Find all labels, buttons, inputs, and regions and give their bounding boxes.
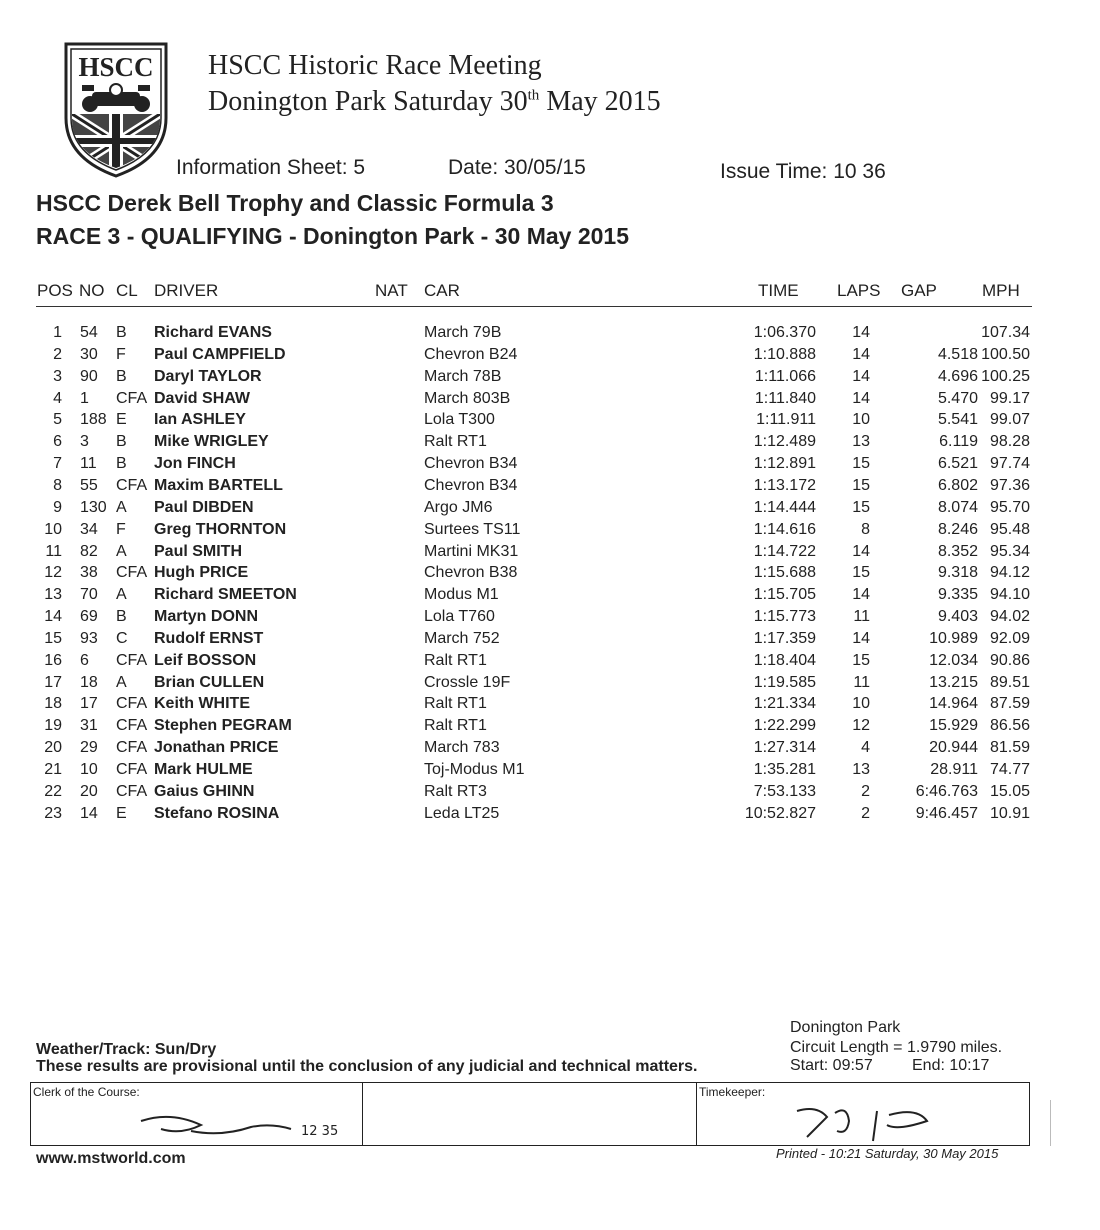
cell-time: 1:12.891 xyxy=(753,455,816,473)
col-car: CAR xyxy=(424,281,460,300)
cell-car: Toj-Modus M1 xyxy=(424,761,525,778)
cell-mph: 95.70 xyxy=(989,498,1030,516)
cell-laps: 15 xyxy=(852,455,870,473)
cell-time: 1:11.066 xyxy=(754,367,816,385)
cell-gap: 4.518 xyxy=(937,345,978,363)
cell-driver: Paul DIBDEN xyxy=(154,498,254,516)
cell-pos: 18 xyxy=(44,695,62,713)
cell-pos: 3 xyxy=(53,367,62,385)
cell-mph: 15.05 xyxy=(989,782,1030,800)
cell-mph: 86.56 xyxy=(989,717,1030,735)
cell-mph: 99.07 xyxy=(989,411,1030,429)
cell-gap: 6.521 xyxy=(937,455,978,473)
cell-car: Lola T300 xyxy=(424,411,495,429)
cell-driver: Jonathan PRICE xyxy=(154,739,279,757)
cell-car: Ralt RT1 xyxy=(424,651,487,669)
cell-time: 10:52.827 xyxy=(744,804,816,822)
cell-pos: 4 xyxy=(53,389,62,407)
cell-time: 1:18.404 xyxy=(753,651,816,669)
website-url: www.mstworld.com xyxy=(36,1150,186,1167)
cell-gap: 8.352 xyxy=(937,542,978,560)
cell-laps: 2 xyxy=(861,782,870,800)
col-driver: DRIVER xyxy=(154,281,219,300)
cell-car: March 78B xyxy=(424,367,502,385)
cell-time: 1:35.281 xyxy=(753,761,816,778)
table-row xyxy=(0,783,1100,805)
cell-cl: B xyxy=(116,433,127,451)
cell-driver: Richard EVANS xyxy=(154,324,272,341)
cell-car: March 752 xyxy=(424,629,500,647)
cell-laps: 10 xyxy=(852,695,870,713)
weather-track: Weather/Track: Sun/Dry xyxy=(36,1041,217,1058)
cell-laps: 14 xyxy=(852,586,870,604)
session-start: Start: 09:57 xyxy=(790,1057,873,1074)
cell-mph: 99.17 xyxy=(989,389,1030,407)
cell-laps: 8 xyxy=(861,520,870,538)
col-pos: POS xyxy=(37,281,73,300)
cell-mph: 95.34 xyxy=(989,542,1030,560)
cell-cl: A xyxy=(116,586,127,604)
cell-pos: 5 xyxy=(53,411,62,429)
header-rule xyxy=(36,306,1032,307)
cell-cl: CFA xyxy=(116,739,148,757)
cell-driver: David SHAW xyxy=(154,389,251,407)
cell-time: 1:15.773 xyxy=(753,608,816,626)
cell-pos: 10 xyxy=(44,520,62,538)
table-row xyxy=(0,368,1100,390)
cell-no: 54 xyxy=(80,324,98,341)
cell-driver: Stephen PEGRAM xyxy=(154,717,292,735)
cell-car: Ralt RT3 xyxy=(424,782,487,800)
cell-cl: A xyxy=(116,542,127,560)
cell-gap: 9.318 xyxy=(937,564,978,582)
cell-pos: 13 xyxy=(44,586,62,604)
cell-mph: 81.59 xyxy=(989,739,1030,757)
cell-car: Leda LT25 xyxy=(424,804,500,822)
hscc-logo xyxy=(62,40,170,180)
cell-pos: 7 xyxy=(53,455,62,473)
cell-gap: 12.034 xyxy=(929,651,978,669)
cell-driver: Rudolf ERNST xyxy=(154,629,264,647)
cell-no: 29 xyxy=(80,739,98,757)
cell-no: 130 xyxy=(80,498,107,516)
cell-cl: CFA xyxy=(116,782,148,800)
cell-car: Chevron B38 xyxy=(424,564,518,582)
cell-driver: Paul CAMPFIELD xyxy=(154,345,286,363)
cell-driver: Stefano ROSINA xyxy=(154,804,280,822)
cell-cl: CFA xyxy=(116,761,148,778)
cell-mph: 92.09 xyxy=(989,629,1030,647)
cell-driver: Gaius GHINN xyxy=(154,782,255,800)
cell-car: Ralt RT1 xyxy=(424,717,487,735)
cell-cl: F xyxy=(116,345,126,363)
cell-mph: 90.86 xyxy=(989,651,1030,669)
cell-driver: Paul SMITH xyxy=(154,542,243,560)
cell-laps: 15 xyxy=(852,651,870,669)
cell-mph: 74.77 xyxy=(989,761,1030,778)
cell-laps: 13 xyxy=(852,433,870,451)
col-cl: CL xyxy=(116,281,138,300)
cell-cl: CFA xyxy=(116,389,148,407)
cell-no: 10 xyxy=(80,761,98,778)
cell-pos: 1 xyxy=(53,324,62,341)
col-mph: MPH xyxy=(982,281,1020,300)
session-title: RACE 3 - QUALIFYING - Donington Park - 30 May 2015 xyxy=(36,223,629,249)
table-row xyxy=(0,521,1100,543)
cell-mph: 94.02 xyxy=(989,608,1030,626)
cell-no: 17 xyxy=(80,695,98,713)
event-title: HSCC Derek Bell Trophy and Classic Formula 3 xyxy=(36,190,554,216)
cell-cl: B xyxy=(116,367,127,385)
cell-mph: 98.28 xyxy=(989,433,1030,451)
cell-gap: 15.929 xyxy=(929,717,978,735)
cell-driver: Keith WHITE xyxy=(154,695,250,713)
table-row xyxy=(0,543,1100,565)
cell-cl: CFA xyxy=(116,476,148,494)
sheet-date: Date: 30/05/15 xyxy=(448,156,586,179)
cell-laps: 14 xyxy=(852,324,870,341)
cell-pos: 22 xyxy=(44,782,62,800)
cell-mph: 89.51 xyxy=(989,673,1030,691)
cell-driver: Leif BOSSON xyxy=(154,651,257,669)
cell-pos: 23 xyxy=(44,804,62,822)
cell-laps: 13 xyxy=(852,761,870,778)
cell-pos: 21 xyxy=(44,761,62,778)
cell-laps: 14 xyxy=(852,542,870,560)
col-no: NO xyxy=(79,281,105,300)
cell-laps: 15 xyxy=(852,476,870,494)
cell-time: 7:53.133 xyxy=(753,782,816,800)
cell-cl: CFA xyxy=(116,564,148,582)
scan-artifact xyxy=(1050,1100,1051,1146)
cell-cl: B xyxy=(116,324,127,341)
cell-laps: 14 xyxy=(852,367,870,385)
cell-gap: 9.403 xyxy=(937,608,978,626)
issue-time: Issue Time: 10 36 xyxy=(720,160,886,183)
cell-gap: 13.215 xyxy=(929,673,978,691)
meeting-date: Donington Park Saturday 30th May 2015 xyxy=(208,86,661,117)
clerk-signature xyxy=(131,1101,371,1145)
table-row xyxy=(0,717,1100,739)
cell-cl: C xyxy=(116,629,128,647)
cell-no: 90 xyxy=(80,367,98,385)
cell-cl: CFA xyxy=(116,651,148,669)
cell-laps: 14 xyxy=(852,629,870,647)
cell-pos: 2 xyxy=(53,345,62,363)
cell-mph: 100.50 xyxy=(981,345,1030,363)
timekeeper-label: Timekeeper: xyxy=(699,1085,766,1099)
cell-pos: 12 xyxy=(44,564,62,582)
cell-driver: Mark HULME xyxy=(154,761,253,778)
cell-driver: Brian CULLEN xyxy=(154,673,265,691)
cell-driver: Ian ASHLEY xyxy=(154,411,246,429)
cell-time: 1:14.616 xyxy=(753,520,816,538)
cell-no: 69 xyxy=(80,608,98,626)
cell-no: 93 xyxy=(80,629,98,647)
table-row xyxy=(0,455,1100,477)
cell-mph: 107.34 xyxy=(981,324,1030,341)
table-row xyxy=(0,652,1100,674)
cell-car: Surtees TS11 xyxy=(424,520,521,538)
table-row xyxy=(0,630,1100,652)
cell-gap: 14.964 xyxy=(929,695,978,713)
cell-no: 18 xyxy=(80,673,98,691)
timekeeper-signature xyxy=(777,1091,977,1145)
cell-driver: Hugh PRICE xyxy=(154,564,249,582)
cell-cl: CFA xyxy=(116,717,148,735)
cell-car: March 783 xyxy=(424,739,500,757)
cell-no: 70 xyxy=(80,586,98,604)
cell-driver: Richard SMEETON xyxy=(154,586,297,604)
cell-mph: 100.25 xyxy=(981,367,1030,385)
cell-car: Argo JM6 xyxy=(424,498,493,516)
cell-time: 1:15.705 xyxy=(753,586,816,604)
signature-note: 12 35 xyxy=(301,1124,339,1139)
col-nat: NAT xyxy=(375,281,408,300)
cell-mph: 10.91 xyxy=(989,804,1030,822)
cell-pos: 14 xyxy=(44,608,62,626)
meeting-title: HSCC Historic Race Meeting xyxy=(208,50,542,81)
provisional-notice: These results are provisional until the conclusion of any judicial and technical matters. xyxy=(36,1058,698,1075)
cell-car: Martini MK31 xyxy=(424,542,519,560)
cell-gap: 6:46.763 xyxy=(915,782,978,800)
cell-no: 6 xyxy=(80,651,89,669)
table-row xyxy=(0,324,1100,346)
cell-gap: 9.335 xyxy=(937,586,978,604)
table-row xyxy=(0,674,1100,696)
cell-no: 55 xyxy=(80,476,98,494)
cell-car: March 79B xyxy=(424,324,502,341)
cell-laps: 14 xyxy=(852,345,870,363)
printed-timestamp: Printed - 10:21 Saturday, 30 May 2015 xyxy=(776,1146,999,1161)
signature-box xyxy=(30,1082,1030,1146)
cell-pos: 17 xyxy=(44,673,62,691)
information-sheet: Information Sheet: 5 xyxy=(176,156,366,179)
cell-pos: 19 xyxy=(44,717,62,735)
cell-laps: 14 xyxy=(852,389,870,407)
table-row xyxy=(0,761,1100,783)
cell-gap: 6.119 xyxy=(939,433,978,451)
cell-time: 1:21.334 xyxy=(753,695,816,713)
cell-no: 20 xyxy=(80,782,98,800)
cell-laps: 11 xyxy=(853,673,870,691)
cell-gap: 10.989 xyxy=(929,629,978,647)
session-end: End: 10:17 xyxy=(912,1057,990,1074)
cell-pos: 16 xyxy=(44,651,62,669)
table-row xyxy=(0,433,1100,455)
cell-mph: 95.48 xyxy=(989,520,1030,538)
cell-laps: 4 xyxy=(861,739,870,757)
cell-pos: 15 xyxy=(44,629,62,647)
cell-no: 34 xyxy=(80,520,98,538)
cell-no: 30 xyxy=(80,345,98,363)
timekeeper-cell xyxy=(697,1083,1029,1145)
cell-laps: 15 xyxy=(852,564,870,582)
cell-cl: B xyxy=(116,608,127,626)
cell-driver: Martyn DONN xyxy=(154,608,259,626)
cell-time: 1:10.888 xyxy=(753,345,816,363)
cell-no: 14 xyxy=(80,804,98,822)
table-row xyxy=(0,586,1100,608)
cell-laps: 12 xyxy=(852,717,870,735)
col-gap: GAP xyxy=(901,281,937,300)
cell-laps: 2 xyxy=(861,804,870,822)
cell-gap: 8.246 xyxy=(937,520,978,538)
table-row xyxy=(0,390,1100,412)
cell-no: 31 xyxy=(80,717,98,735)
cell-gap: 9:46.457 xyxy=(915,804,978,822)
cell-cl: B xyxy=(116,455,127,473)
table-row xyxy=(0,608,1100,630)
cell-time: 1:14.722 xyxy=(753,542,816,560)
cell-car: Ralt RT1 xyxy=(424,695,487,713)
cell-no: 11 xyxy=(80,455,97,473)
cell-time: 1:14.444 xyxy=(753,498,816,516)
cell-time: 1:15.688 xyxy=(753,564,816,582)
cell-mph: 94.10 xyxy=(989,586,1030,604)
cell-gap: 8.074 xyxy=(937,498,978,516)
cell-gap: 20.944 xyxy=(929,739,978,757)
circuit-length: Circuit Length = 1.9790 miles. xyxy=(790,1039,1003,1056)
logo-text: HSCC xyxy=(78,52,154,82)
cell-no: 38 xyxy=(80,564,98,582)
cell-time: 1:22.299 xyxy=(753,717,816,735)
cell-no: 3 xyxy=(80,433,89,451)
cell-mph: 87.59 xyxy=(989,695,1030,713)
cell-time: 1:19.585 xyxy=(753,673,816,691)
cell-car: Chevron B24 xyxy=(424,345,518,363)
cell-time: 1:11.840 xyxy=(754,389,816,407)
cell-no: 188 xyxy=(80,411,107,429)
cell-car: Ralt RT1 xyxy=(424,433,487,451)
cell-car: Lola T760 xyxy=(424,608,495,626)
cell-mph: 94.12 xyxy=(989,564,1030,582)
cell-gap: 5.541 xyxy=(937,411,978,429)
cell-time: 1:17.359 xyxy=(753,629,816,647)
cell-driver: Maxim BARTELL xyxy=(154,476,283,494)
table-row xyxy=(0,564,1100,586)
cell-cl: E xyxy=(116,411,127,429)
cell-driver: Greg THORNTON xyxy=(154,520,287,538)
cell-pos: 6 xyxy=(53,433,62,451)
cell-cl: A xyxy=(116,673,127,691)
cell-cl: CFA xyxy=(116,695,148,713)
table-row xyxy=(0,346,1100,368)
cell-car: March 803B xyxy=(424,389,511,407)
cell-laps: 11 xyxy=(853,608,870,626)
table-row xyxy=(0,695,1100,717)
cell-time: 1:27.314 xyxy=(753,739,816,757)
clerk-cell xyxy=(31,1083,363,1145)
col-time: TIME xyxy=(758,281,799,300)
cell-car: Modus M1 xyxy=(424,586,499,604)
cell-time: 1:12.489 xyxy=(753,433,816,451)
table-row xyxy=(0,499,1100,521)
cell-cl: F xyxy=(116,520,126,538)
cell-mph: 97.36 xyxy=(989,476,1030,494)
cell-car: Chevron B34 xyxy=(424,455,518,473)
cell-cl: E xyxy=(116,804,127,822)
cell-mph: 97.74 xyxy=(989,455,1030,473)
cell-gap: 4.696 xyxy=(937,367,978,385)
cell-time: 1:11.911 xyxy=(756,411,816,429)
table-row xyxy=(0,739,1100,761)
table-row xyxy=(0,411,1100,433)
circuit-name: Donington Park xyxy=(790,1019,901,1036)
cell-time: 1:13.172 xyxy=(753,476,816,494)
cell-pos: 9 xyxy=(53,498,62,516)
blank-cell xyxy=(363,1083,697,1145)
cell-time: 1:06.370 xyxy=(753,324,816,341)
cell-pos: 20 xyxy=(44,739,62,757)
cell-driver: Daryl TAYLOR xyxy=(154,367,262,385)
clerk-label: Clerk of the Course: xyxy=(33,1085,140,1099)
table-row xyxy=(0,805,1100,827)
cell-cl: A xyxy=(116,498,127,516)
table-row xyxy=(0,477,1100,499)
cell-laps: 15 xyxy=(852,498,870,516)
cell-no: 1 xyxy=(80,389,89,407)
cell-driver: Mike WRIGLEY xyxy=(154,433,269,451)
cell-no: 82 xyxy=(80,542,98,560)
cell-driver: Jon FINCH xyxy=(154,455,236,473)
cell-car: Chevron B34 xyxy=(424,476,518,494)
cell-laps: 10 xyxy=(852,411,870,429)
cell-gap: 6.802 xyxy=(937,476,978,494)
cell-car: Crossle 19F xyxy=(424,673,511,691)
cell-pos: 11 xyxy=(45,542,62,560)
col-laps: LAPS xyxy=(837,281,881,300)
cell-gap: 5.470 xyxy=(937,389,978,407)
cell-pos: 8 xyxy=(53,476,62,494)
cell-gap: 28.911 xyxy=(930,761,978,778)
